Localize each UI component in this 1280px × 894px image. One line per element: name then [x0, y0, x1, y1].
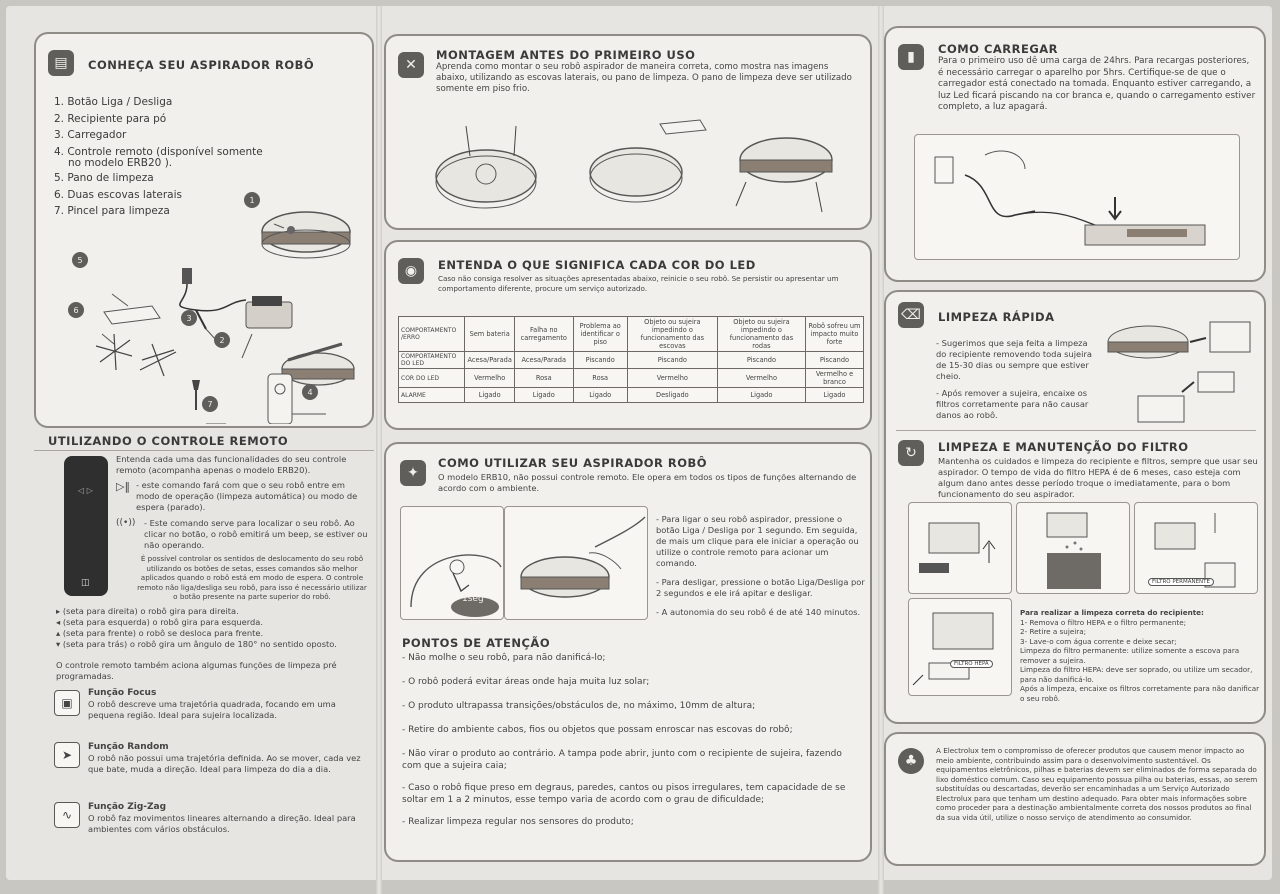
charging-illustration: [914, 134, 1240, 260]
zigzag-mode-icon: ∿: [54, 802, 80, 828]
arrow-up-text: ▴ (seta para frente) o robô se desloca para frente.: [56, 628, 264, 638]
controle-locate: - Este comando serve para localizar o seu robô. Ao clicar no botão, o robô emitirá um beep, se estiver ou não operando.: [144, 518, 368, 550]
table-cell: Piscando: [717, 352, 805, 369]
table-cell: Rosa: [573, 369, 627, 388]
mode-random: Função Random O robô não possui uma trajetória definida. Ao se mover, cada vez que bate, muda a direção. Ideal para limpeza do dia a dia.: [88, 742, 361, 774]
panel-rapida: [884, 290, 1266, 724]
eco-text: A Electrolux tem o compromisso de oferecer produtos que causem menor impacto ao meio ambiente, contribuindo assim para o desenvolvimento sustentável. Os equipamentos eletrônicos, pilhas e baterias devem ser eliminados de forma separada do lixo doméstico comum. Caso seu equipamento possua pilha ou baterias, essas, ao serem substituídas ou descartadas, deverão ser encaminhadas a um Serviço Autorizado Electrolux para que tenham um destino adequado. Para obter mais informações sobre como proceder para a destinação ambientalmente correta dos nossos produtos ao final da sua vida útil, utilize o nosso serviço de atendimento ao consumidor.: [936, 746, 1258, 822]
table-cell: Objeto ou sujeira impedindo o funcionamento das escovas: [627, 317, 717, 352]
callout-6: 6: [68, 302, 84, 318]
attention-item: - Realizar limpeza regular nos sensores do produto;: [402, 817, 634, 827]
divider: [34, 450, 374, 451]
utilizar-title: COMO UTILIZAR SEU ASPIRADOR ROBÔ: [438, 456, 708, 470]
callout-3: 3: [181, 310, 197, 326]
panel-montagem: [384, 34, 872, 230]
carregar-text: Para o primeiro uso dê uma carga de 24hrs. Para recargas posteriores, é necessário carregar o aparelho por 5hrs. Certifique-se de que o carregador está conectado na tomada. Enquanto estiver carregando, a luz Led ficará piscando na cor branca e, quando o carregamento estiver completo, a luz apagará.: [938, 56, 1256, 112]
eco-icon: ♣: [898, 748, 924, 774]
panel-led: [384, 240, 872, 430]
table-row: [399, 369, 864, 388]
power-button-illustration: [400, 506, 504, 620]
filtro-howto: Para realizar a limpeza correta do recipiente: 1- Remova o filtro HEPA e o filtro permanente; 2- Retire a sujeira; 3- Lave-o com água corrente e deixe secar; Limpeza do filtro permanente: utilize somente a escova para remover a sujeira. Limpeza do filtro HEPA: deve ser soprado, ou utilize um secador, para não danificá-lo. Após a limpeza, encaixe os filtros corretamente para não danificar o seu robô.: [1020, 608, 1260, 703]
utilizar-intro: O modelo ERB10, não possui controle remoto. Ele opera em todos os tipos de funções alternando de acordo com o ambiente.: [438, 472, 857, 493]
parts-item: 2. Recipiente para pó: [54, 112, 167, 125]
controle-play: - este comando fará com que o seu robô entre em modo de operação (limpeza automática) ou modo de espera (parado).: [136, 480, 358, 512]
table-cell: Piscando: [627, 352, 717, 369]
play-pause-icon: ▷‖: [116, 480, 130, 493]
sparkle-icon: ✦: [400, 460, 426, 486]
focus-mode-icon: ▣: [54, 690, 80, 716]
controle-arrows: [56, 606, 376, 650]
montagem-title: MONTAGEM ANTES DO PRIMEIRO USO: [436, 48, 696, 62]
rapida-title: LIMPEZA RÁPIDA: [938, 310, 1055, 324]
table-cell: Objeto ou sujeira impedindo o funcionamento das rodas: [717, 317, 805, 352]
manual-sheet: [6, 6, 1272, 880]
callout-4: 4: [302, 384, 318, 400]
attention-item: - Retire do ambiente cabos, fios ou objetos que possam enroscar nas escovas do robô;: [402, 725, 793, 735]
parts-item: 5. Pano de limpeza: [54, 172, 154, 184]
attention-item: - O produto ultrapassa transições/obstáculos de, no máximo, 10mm de altura;: [402, 701, 756, 711]
trash-icon: ⌫: [898, 302, 924, 328]
controle-title: UTILIZANDO O CONTROLE REMOTO: [48, 434, 289, 448]
arrow-left-text: ◂ (seta para esquerda) o robô gira para esquerda.: [56, 617, 263, 627]
refresh-icon: ↻: [898, 440, 924, 466]
parts-item: 1. Botão Liga / Desliga: [54, 96, 173, 108]
table-cell: ALARME: [399, 388, 465, 403]
table-cell: Ligado: [717, 388, 805, 403]
arrows-icon: ◁ ▷: [78, 486, 93, 495]
rapida-p1: - Sugerimos que seja feita a limpeza do recipiente removendo toda sujeira de 15-30 dias ou sempre que estiver cheio.: [936, 338, 1092, 381]
rapida-p2: - Após remover a sujeira, encaixe os filtros corretamente para não causar danos ao robô.: [936, 388, 1089, 420]
electrolux-logo-icon: ◫: [81, 578, 90, 588]
attention-item: - Não molhe o seu robô, para não danificá-lo;: [402, 653, 606, 663]
filtro-text: Mantenha os cuidados e limpeza do recipiente e filtros, sempre que usar seu aspirador. O tempo de vida do filtro HEPA é de 6 meses, caso esteja com algum dano antes desse período troque o imediatamente, para o bom funcionamento do seu aspirador.: [938, 456, 1258, 499]
table-cell: COMPORTAMENTO DO LED: [399, 352, 465, 369]
table-cell: COR DO LED: [399, 369, 465, 388]
table-cell: Ligado: [805, 388, 863, 403]
atencao-list: [402, 652, 862, 828]
carregar-title: COMO CARREGAR: [938, 42, 1059, 56]
table-row: [399, 352, 864, 369]
table-cell: Vermelho: [627, 369, 717, 388]
table-cell: Sem bateria: [465, 317, 514, 352]
atencao-title: PONTOS DE ATENÇÃO: [402, 636, 551, 650]
attention-item: - Caso o robô fique preso em degraus, paredes, cantos ou pisos irregulares, tem capacidade de se soltar em 1 a 2 minutos, esse tempo varia de acordo com o grau de dificuldade;: [402, 783, 846, 805]
led-table: [398, 316, 864, 403]
table-cell: Ligado: [514, 388, 573, 403]
fold-line: [376, 6, 382, 894]
callout-1: 1: [244, 192, 260, 208]
battery-icon: ▮: [898, 44, 924, 70]
step-on: - Para ligar o seu robô aspirador, pressione o botão Liga / Desliga por 1 segundo. Em seguida, de mais um clique para ele iniciar a operação ou utilize o controle remoto para acionar um comando.: [656, 514, 859, 568]
table-cell: Vermelho e branco: [805, 369, 863, 388]
panel-conheca: [34, 32, 374, 428]
conheca-title: CONHEÇA SEU ASPIRADOR ROBÔ: [88, 58, 315, 72]
led-icon: ◉: [398, 258, 424, 284]
arrow-down-text: ▾ (seta para trás) o robô gira um ângulo de 180° no sentido oposto.: [56, 639, 337, 649]
step-off: - Para desligar, pressione o botão Liga/Desliga por 2 segundos e ele irá apitar e desligar.: [656, 577, 865, 598]
callout-7: 7: [202, 396, 218, 412]
table-cell: Vermelho: [717, 369, 805, 388]
table-cell: Rosa: [514, 369, 573, 388]
functions-intro: O controle remoto também aciona algumas funções de limpeza pré programadas.: [56, 660, 337, 681]
table-cell: Piscando: [805, 352, 863, 369]
table-cell: COMPORTAMENTO /ERRO: [399, 317, 465, 352]
parts-item: no modelo ERB20 ).: [68, 157, 173, 169]
table-cell: Problema ao identificar o piso: [573, 317, 627, 352]
parts-item: 4. Controle remoto (disponível somente: [54, 145, 263, 158]
utilizar-steps: [656, 514, 866, 618]
locate-icon: ((•)): [116, 518, 136, 528]
table-cell: Vermelho: [465, 369, 514, 388]
step-autonomy: - A autonomia do seu robô é de até 140 minutos.: [656, 607, 861, 617]
panel-utilizar: [384, 442, 872, 862]
table-cell: Desligado: [627, 388, 717, 403]
panel-eco: [884, 732, 1266, 866]
random-mode-icon: ➤: [54, 742, 80, 768]
montagem-text: Aprenda como montar o seu robô aspirador de maneira correta, como mostra nas imagens abaixo, utilizando as escovas laterais, ou pano de limpeza. O pano de limpeza deve ser utilizado somente em piso frio.: [436, 62, 852, 94]
callout-5: 5: [72, 252, 88, 268]
parts-illustration: [56, 184, 366, 424]
label-filtro-permanente: FILTRO PERMANENTE: [1148, 578, 1214, 586]
quick-clean-illustration: [1098, 302, 1258, 432]
filtro-title: LIMPEZA E MANUTENÇÃO DO FILTRO: [938, 440, 1189, 454]
mode-focus: Função Focus O robô descreve uma trajetória quadrada, focando em uma pequena região. Ideal para sujeira localizada.: [88, 688, 336, 720]
table-cell: Acesa/Parada: [465, 352, 514, 369]
attention-item: - O robô poderá evitar áreas onde haja muita luz solar;: [402, 677, 650, 687]
panel-carregar: [884, 26, 1266, 282]
parts-item: 3. Carregador: [54, 129, 127, 141]
arrow-right-text: ▸ (seta para direita) o robô gira para direita.: [56, 606, 239, 616]
controle-note: É possível controlar os sentidos de deslocamento do seu robô utilizando os botões de setas, esses comandos são melhor aplicados quando o robô está em modo de espera. O controle remoto não liga/desliga seu robô, para isso é necessário utilizar o botão presente na parte superior do robô.: [137, 554, 367, 601]
filter-illustration-1: [908, 502, 1012, 594]
table-row: [399, 388, 864, 403]
controle-intro: Entenda cada uma das funcionalidades do seu controle remoto (acompanha apenas o modelo ERB20).: [116, 454, 347, 475]
table-cell: Ligado: [465, 388, 514, 403]
filter-illustration-2: [1016, 502, 1130, 594]
wrench-icon: ✕: [398, 52, 424, 78]
clipboard-icon: ▤: [48, 50, 74, 76]
remote-control-image: [64, 456, 108, 596]
label-filtro-hepa: FILTRO HEPA: [950, 660, 993, 668]
divider: [896, 430, 1256, 431]
table-cell: Acesa/Parada: [514, 352, 573, 369]
table-cell: Robô sofreu um impacto muito forte: [805, 317, 863, 352]
callout-2: 2: [214, 332, 230, 348]
led-title: ENTENDA O QUE SIGNIFICA CADA COR DO LED: [438, 258, 756, 272]
filter-illustration-4: [908, 598, 1012, 696]
mode-zigzag: Função Zig-Zag O robô faz movimentos lineares alternando a direção. Ideal para ambientes com vários obstáculos.: [88, 802, 356, 834]
one-second-label: 1seg: [462, 594, 484, 604]
table-cell: Falha no carregamento: [514, 317, 573, 352]
robot-hand-illustration: [504, 506, 648, 620]
led-text: Caso não consiga resolver as situações apresentadas abaixo, reinicie o seu robô. Se persistir ou apresentar um comportamento diferente, procure um serviço autorizado.: [438, 274, 839, 293]
assembly-illustration: [426, 116, 846, 226]
table-cell: Piscando: [573, 352, 627, 369]
attention-item: - Não virar o produto ao contrário. A tampa pode abrir, junto com o recipiente de sujeira, fazendo com que a sujeira caia;: [402, 749, 842, 771]
table-cell: Ligado: [573, 388, 627, 403]
parts-item: 6. Duas escovas laterais: [54, 188, 182, 201]
parts-item: 7. Pincel para limpeza: [54, 205, 170, 217]
table-row: [399, 317, 864, 352]
